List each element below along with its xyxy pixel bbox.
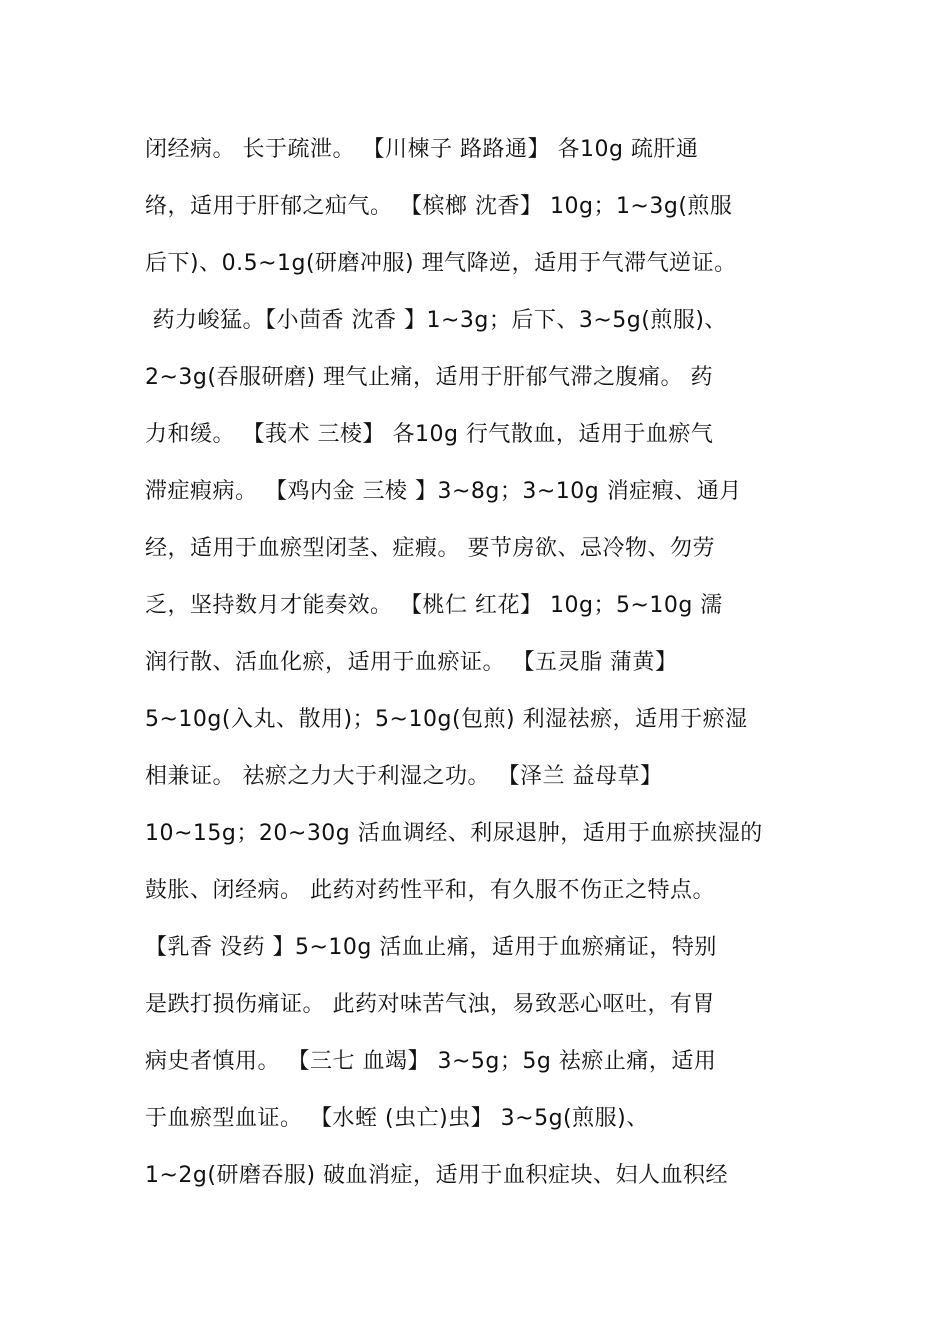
text-line: 润行散、活血化瘀，适用于血瘀证。 【五灵脂 蒲黄】	[145, 650, 678, 675]
text-line: 闭经病。 长于疏泄。 【川楝子 路路通】 各10g 疏肝通	[145, 137, 699, 162]
text-line: 1~2g(研磨吞服) 破血消症，适用于血积症块、妇人血积经	[145, 1163, 729, 1188]
text-line: 5~10g(入丸、散用)；5~10g(包煎) 利湿祛瘀，适用于瘀湿	[145, 707, 748, 732]
text-line: 络，适用于肝郁之疝气。 【槟榔 沈香】 10g；1~3g(煎服	[145, 194, 733, 219]
text-line: 经，适用于血瘀型闭茎、症瘕。 要节房欲、忌冷物、勿劳	[145, 536, 715, 561]
body-text	[145, 128, 810, 1211]
text-line: 2~3g(吞服研磨) 理气止痛，适用于肝郁气滞之腹痛。 药	[145, 365, 714, 390]
text-line: 【乳香 没药 】5~10g 活血止痛，适用于血瘀痛证，特别	[145, 935, 717, 960]
text-line: 10~15g；20~30g 活血调经、利尿退肿，适用于血瘀挟湿的	[145, 821, 763, 846]
text-line: 鼓胀、闭经病。 此药对药性平和，有久服不伤正之特点。	[145, 878, 715, 903]
text-line: 后下)、0.5~1g(研磨冲服) 理气降逆，适用于气滞气逆证。	[145, 251, 737, 276]
text-line: 是跌打损伤痛证。 此药对味苦气浊，易致恶心呕吐，有胃	[145, 992, 715, 1017]
text-line: 病史者慎用。 【三七 血竭】 3~5g；5g 祛瘀止痛，适用	[145, 1049, 717, 1074]
text-line: 药力峻猛。【小茴香 沈香 】1~3g；后下、3~5g(煎服)、	[145, 308, 727, 333]
text-line: 于血瘀型血证。 【水蛭 (虫亡)虫】 3~5g(煎服)、	[145, 1106, 649, 1131]
text-line: 力和缓。 【莪术 三棱】 各10g 行气散血，适用于血瘀气	[145, 422, 714, 447]
text-line: 滞症瘕病。 【鸡内金 三棱 】3~8g；3~10g 消症瘕、通月	[145, 479, 742, 504]
text-line: 相兼证。 祛瘀之力大于利湿之功。 【泽兰 益母草】	[145, 764, 663, 789]
text-line: 乏，坚持数月才能奏效。 【桃仁 红花】 10g；5~10g 濡	[145, 593, 723, 618]
